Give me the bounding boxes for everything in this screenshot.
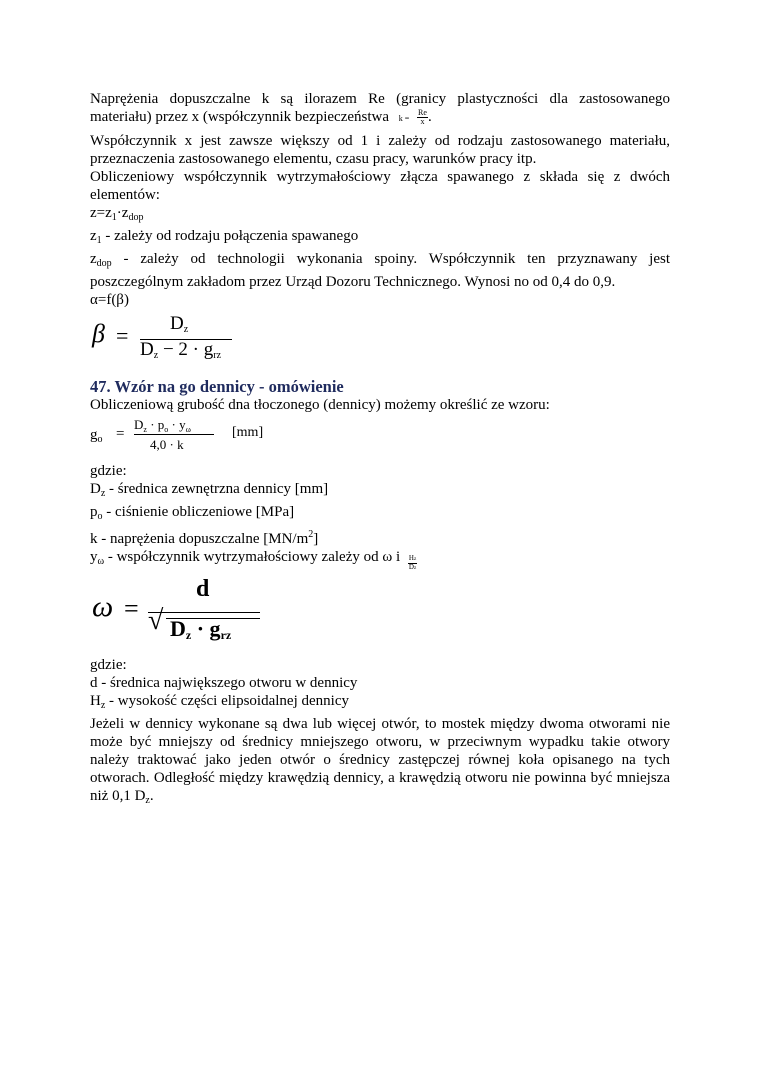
paragraph-weld-factor: Obliczeniowy współczynnik wytrzymałościowy złącza spawanego z składa się z dwóch elementów: — [90, 169, 670, 203]
var-sub: z — [100, 700, 106, 711]
document-page — [90, 90, 670, 810]
equation-z — [90, 204, 670, 227]
legend-text: - ciśnienie obliczeniowe [MPa] — [102, 504, 295, 520]
num-y-sub: ω — [185, 425, 191, 434]
legend2-item-d: d - średnica największego otworu w dennicy — [90, 675, 358, 691]
go-lhs — [90, 426, 103, 449]
inline-fraction — [417, 109, 428, 126]
var-sub: o — [97, 511, 103, 522]
den-dot: · g — [196, 616, 221, 641]
num-y: · y — [171, 417, 186, 432]
paragraph-allowable-stress-1: Naprężenia dopuszczalne k są ilorazem Re (granicy plastyczności dla zastosowanego — [90, 91, 670, 107]
inline-formula-lhs: k = — [398, 114, 410, 123]
num-D-sub: z — [143, 425, 147, 434]
legend-text: - wysokość części elipsoidalnej dennicy — [105, 693, 349, 709]
z-eq-subdop: dop — [128, 212, 144, 223]
section-intro: Obliczeniową grubość dna tłoczonego (dennicy) możemy określić ze wzoru: — [90, 397, 550, 413]
beta-denominator — [140, 341, 221, 365]
den-g-sub: rz — [220, 628, 232, 642]
formula-beta — [90, 315, 670, 363]
definition-text: - zależy od technologii wykonania spoiny. Współczynnik ten przyznawany jest poszczególnym zakładom przez Urząd Dozoru Technicznego. Wynosi no od 0,4 do 0,9. — [90, 251, 670, 290]
legend-text: - współczynnik wytrzymałościowy zależy od ω i — [104, 549, 401, 565]
omega-symbol: ω — [92, 590, 114, 623]
paragraph-text: materiału) przez x (współczynnik bezpieczeństwa — [90, 109, 390, 125]
num-D: D — [134, 417, 144, 432]
formula-go — [90, 418, 670, 454]
num-sub: z — [183, 324, 189, 335]
equals-sign: = — [116, 426, 125, 442]
var: z — [90, 251, 97, 267]
paragraph-safety-factor: Współczynnik x jest zawsze większy od 1 i zależy od rodzaju zastosowanego materiału, przeznaczenia zastosowanego elementu, czasu pracy, warunków pracy itp. — [90, 133, 670, 167]
num-p: · p — [150, 417, 165, 432]
formula-omega — [90, 576, 670, 648]
omega-numerator: d — [196, 576, 210, 602]
legend-text: - średnica zewnętrzna dennicy [mm] — [105, 481, 329, 497]
den-rest: − 2 · g — [162, 339, 214, 360]
equation-alpha: α=f(β) — [90, 292, 129, 308]
var: p — [90, 504, 98, 520]
den-var: D — [140, 339, 154, 360]
var: z — [90, 228, 97, 244]
fraction-bar — [134, 434, 214, 435]
sentence-end: . — [427, 109, 432, 125]
sqrt-sign: √ — [148, 605, 164, 636]
z-eq-sub1: 1 — [111, 212, 117, 223]
den-D: D — [170, 616, 186, 641]
fraction-denominator: Dz — [408, 563, 417, 571]
var-sub: dop — [96, 258, 112, 269]
legend-text: - naprężenia dopuszczalne [MN/m — [97, 531, 309, 547]
unit-exponent: 2 — [308, 529, 314, 540]
num-p-sub: o — [164, 425, 169, 434]
bracket-close: ] — [313, 531, 319, 547]
lhs-sub: o — [97, 434, 103, 445]
beta-numerator — [170, 315, 188, 339]
lhs-var: g — [90, 427, 98, 443]
var: D — [90, 481, 101, 497]
definition-text: - zależy od rodzaju połączenia spawanego — [101, 228, 359, 244]
legend2-title: gdzie: — [90, 657, 127, 673]
go-denominator: 4,0 · k — [150, 437, 184, 452]
den-D-sub: z — [185, 628, 192, 642]
num-var: D — [170, 313, 184, 334]
legend-item-y — [90, 548, 670, 572]
den-sub2: rz — [213, 350, 222, 361]
var-sub: ω — [97, 556, 105, 567]
z-eq-dot: ·z — [116, 205, 129, 221]
var: y — [90, 549, 98, 565]
var: k — [90, 531, 98, 547]
definition-z1 — [90, 227, 670, 250]
sentence-end: . — [149, 788, 154, 804]
go-unit: [mm] — [232, 425, 264, 440]
var-sub: z — [100, 488, 106, 499]
legend2-item-hz — [90, 692, 670, 715]
section-heading-47: 47. Wzór na go dennicy - omówienie — [90, 377, 344, 396]
legend-item-k — [90, 526, 670, 548]
equals-sign: = — [124, 594, 139, 623]
paragraph-text: Jeżeli w dennicy wykonane są dwa lub więcej otwór, to mostek między dwoma otworami nie może być mniejszy od średnicy mniejszego otworu, w przeciwnym wypadku takie otwory należy traktować jako jeden otwór o średnicy zastępczej równej koła opisanego na tych otworach. Odległość między krawędzią dennicy, a krawędzią otworu nie powinna być mniejsza niż 0,1 D — [90, 716, 670, 804]
z-eq-part: z=z — [90, 205, 112, 221]
var-sub: z — [145, 795, 150, 806]
paragraph-allowable-stress-2 — [90, 108, 670, 128]
omega-denominator — [170, 616, 232, 644]
den-sub: z — [153, 350, 159, 361]
fraction-numerator: Re — [418, 108, 427, 118]
hz-dz-fraction — [408, 555, 417, 572]
fraction-denominator: x — [420, 117, 425, 127]
legend-item-dz — [90, 480, 670, 503]
beta-symbol: β — [92, 319, 105, 348]
equals-sign: = — [116, 323, 129, 348]
fraction-numerator: Hz — [408, 554, 417, 562]
legend-title: gdzie: — [90, 463, 127, 479]
legend-item-po — [90, 503, 670, 526]
fraction-bar — [148, 612, 260, 613]
final-paragraph — [90, 715, 670, 810]
var-sub: 1 — [96, 235, 102, 246]
definition-zdop — [90, 250, 670, 291]
var: H — [90, 693, 101, 709]
